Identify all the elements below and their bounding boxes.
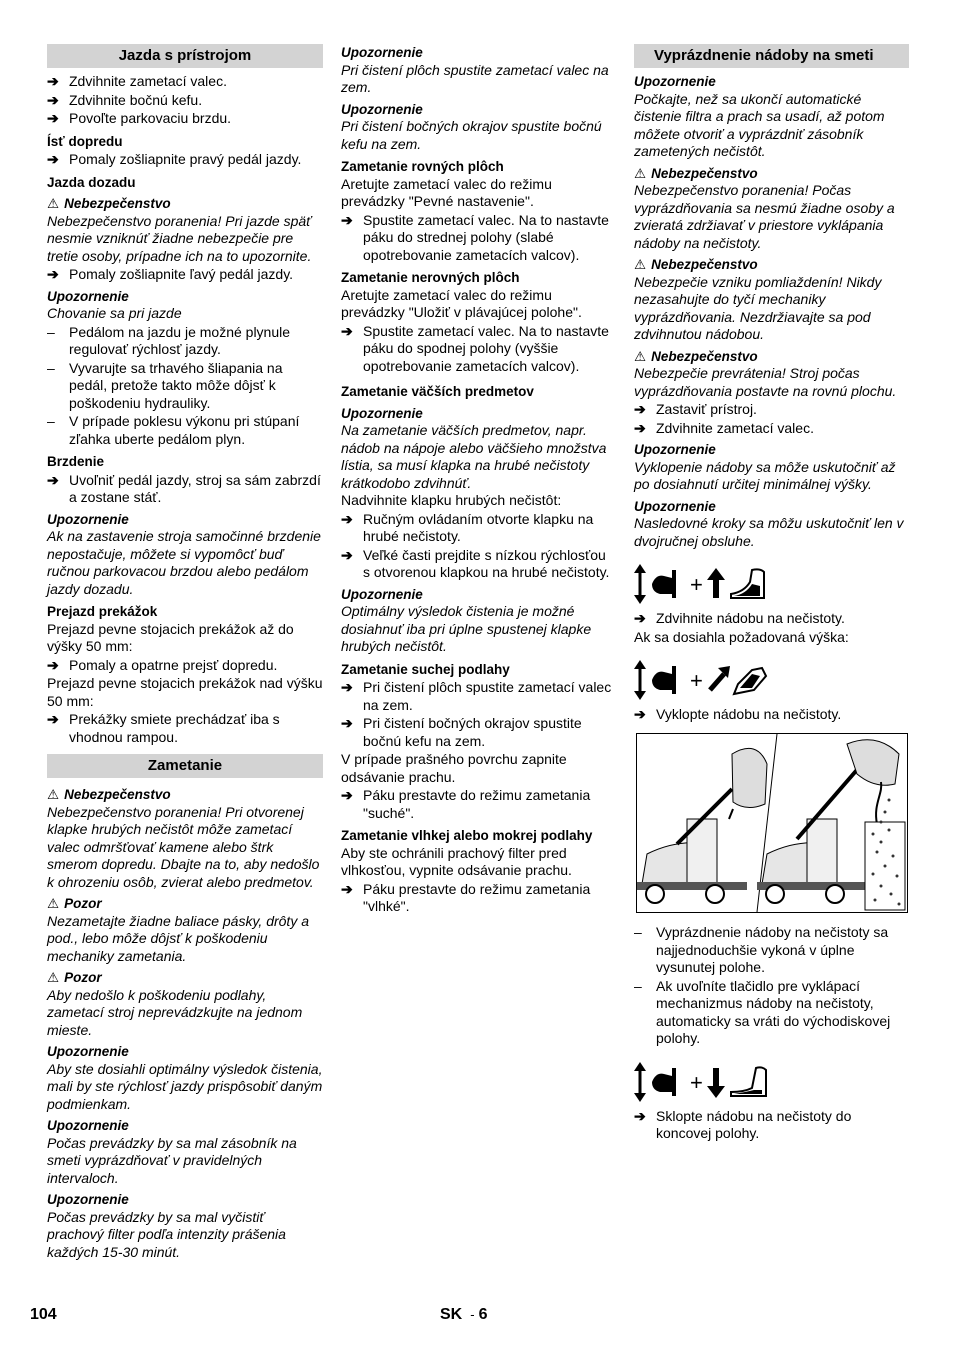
step-item: ➔ Zastaviť prístroj. bbox=[634, 401, 757, 417]
arrow-down-icon bbox=[707, 1068, 725, 1098]
dash-item: – Vyprázdnenie nádoby na nečistoty sa najjednoduchšie vykoná v úplne vysunutej polohe. bbox=[634, 924, 889, 975]
paragraph: Aretujte zametací valec do režimu prevádzky "Pevné nastavenie". bbox=[341, 175, 552, 209]
note-label: Upozornenie bbox=[341, 405, 423, 421]
arrow-icon: ➔ bbox=[341, 715, 353, 731]
step-item: ➔ Páku prestavte do režimu zametania "vlhké". bbox=[341, 880, 591, 914]
dash-item: – Ak uvoľníte tlačidlo pre vyklápací mechanizmus nádoby na nečistoty, automaticky sa vráti do východiskovej polohy. bbox=[634, 977, 891, 1046]
note-text: Počas prevádzky by sa mal vyčistiť prachový filter podľa intenzity prášenia každých 15-30 minút. bbox=[47, 1208, 286, 1260]
note-text: Vyklopenie nádoby sa môže uskutočniť až po dosiahnutí určitej minimálnej výšky. bbox=[634, 458, 896, 492]
danger-text: Nebezpečie vzniku pomliaždenín! Nikdy nezasahujte do tyčí mechaniky vyprázdňovania. Nezdržiavajte sa pod zdvihnutou nádobou. bbox=[634, 273, 882, 342]
arrow-icon: ➔ bbox=[634, 401, 646, 417]
updown-arrow-icon bbox=[634, 1062, 646, 1102]
warning-triangle-icon: ⚠ bbox=[634, 348, 647, 364]
arrow-icon: ➔ bbox=[341, 510, 353, 527]
step-item: ➔ Pri čistení plôch spustite zametací valec na zem. bbox=[341, 679, 612, 713]
warning-triangle-icon: ⚠ bbox=[47, 970, 60, 985]
note-label: Upozornenie bbox=[634, 74, 716, 89]
paragraph: Aretujte zametací valec do režimu prevádzky "Uložiť v plávajúcej polohe". bbox=[341, 286, 582, 320]
paragraph: Prejazd pevne stojacich prekážok nad výšku 50 mm: bbox=[47, 675, 323, 709]
svg-text:+: + bbox=[690, 1069, 703, 1095]
warning-triangle-icon: ⚠ bbox=[47, 196, 60, 211]
sweeper-right-illustration bbox=[757, 739, 905, 909]
step-item: ➔ Ručným ovládaním otvorte klapku na hrubé nečistoty. bbox=[341, 510, 594, 544]
step-item: ➔ Povoľte parkovaciu brzdu. bbox=[47, 110, 232, 126]
dash-bullet: – bbox=[634, 924, 642, 940]
step-item: ➔ Spustite zametací valec. Na to nastavte páku do spodnej polohy (vyššie opotrebovanie zametacích valcov). bbox=[341, 322, 609, 374]
hand-lever-icon bbox=[652, 570, 676, 598]
note-label: Upozornenie bbox=[47, 1118, 129, 1133]
note-label: Upozornenie bbox=[47, 288, 129, 304]
caution-label: ⚠ Pozor bbox=[47, 896, 102, 911]
pictogram-lower-container bbox=[634, 1062, 909, 1102]
svg-text:+: + bbox=[690, 668, 703, 693]
danger-text: Nebezpečenstvo poranenia! Pri otvorenej klapke hrubých nečistôt môže zametací valec odmršťovať kamene alebo štrk smerom dopredu. Dbajte na to, aby nedošlo k ohrozeniu osôb, zvierat alebo predmetov. bbox=[47, 803, 320, 890]
step-item: ➔ Zdvihnite zametací valec. bbox=[47, 73, 227, 89]
note-label: Upozornenie bbox=[341, 45, 423, 60]
danger-label: ⚠ Nebezpečenstvo bbox=[634, 348, 758, 364]
step-item: ➔ Prekážky smiete prechádzať iba s vhodnou rampou. bbox=[47, 711, 280, 745]
note-label: Upozornenie bbox=[47, 1044, 129, 1059]
note-text: Počas prevádzky by sa mal zásobník na smeti vyprázdňovať v pravidelných intervaloch. bbox=[47, 1134, 297, 1186]
arrow-icon: ➔ bbox=[341, 787, 353, 803]
step-item: ➔ Pomaly a opatrne prejsť dopredu. bbox=[47, 656, 278, 673]
lower-container-pictogram bbox=[634, 1062, 769, 1102]
note-text: Optimálny výsledok čistenia je možné dosiahnuť iba pri úplne spustenej klapke hrubých nečistôt. bbox=[341, 603, 592, 654]
subheading-braking: Brzdenie bbox=[47, 454, 105, 469]
arrow-icon: ➔ bbox=[341, 211, 353, 228]
separator: - bbox=[470, 1307, 475, 1322]
danger-text: Nebezpečenstvo poranenia! Pri jazde späť nesmie vzniknúť žiadne nebezpečie pre tretie osoby, prípadne ich na to upozornite. bbox=[47, 212, 312, 264]
arrow-icon: ➔ bbox=[634, 419, 646, 436]
step-item: ➔ Uvoľniť pedál jazdy, stroj sa sám zabrzdí a zostane stáť. bbox=[47, 471, 321, 505]
lift-container-pictogram bbox=[634, 564, 769, 604]
subheading-dry-floor: Zametanie suchej podlahy bbox=[341, 661, 510, 677]
arrow-icon: ➔ bbox=[634, 610, 646, 626]
danger-label: ⚠ Nebezpečenstvo bbox=[634, 165, 758, 181]
warning-triangle-icon: ⚠ bbox=[634, 165, 647, 181]
step-item: ➔ Zdvihnite bočnú kefu. bbox=[47, 91, 203, 108]
arrow-icon: ➔ bbox=[341, 322, 353, 339]
dash-item: – Pedálom na jazdu je možné plynule regulovať rýchlosť jazdy. bbox=[47, 323, 291, 357]
step-item: ➔ Veľké časti prejdite s nízkou rýchlosťou s otvorenou klapkou na hrubé nečistoty. bbox=[341, 546, 610, 580]
arrow-icon: ➔ bbox=[47, 711, 59, 727]
sweeper-left-illustration bbox=[637, 748, 767, 903]
step-item: ➔ Sklopte nádobu na nečistoty do koncovej polohy. bbox=[634, 1107, 852, 1141]
note-text: Pri čistení plôch spustite zametací valec na zem. bbox=[341, 61, 609, 95]
paragraph: Aby ste ochránili prachový filter pred vlhkosťou, vypnite odsávanie prachu. bbox=[341, 844, 572, 878]
note-text: Nasledovné kroky sa môžu uskutočniť len v dvojručnej obsluhe. bbox=[634, 515, 904, 549]
tip-container-pictogram bbox=[634, 660, 769, 700]
subheading-flat-surfaces: Zametanie rovných plôch bbox=[341, 159, 504, 174]
note-text: Pri čistení bočných okrajov spustite bočnú kefu na zem. bbox=[341, 118, 602, 152]
arrow-icon: ➔ bbox=[47, 73, 59, 89]
step-item: ➔ Pomaly zošliapnite ľavý pedál jazdy. bbox=[47, 266, 294, 282]
note-text: Aby ste dosiahli optimálny výsledok čistenia, mali by ste rýchlosť jazdy prispôsobiť daným podmienkam. bbox=[47, 1060, 323, 1112]
step-item: ➔ Páku prestavte do režimu zametania "suché". bbox=[341, 787, 591, 821]
danger-text: Nebezpečie prevrátenia! Stroj počas vyprázdňovania postavte na rovnú plochu. bbox=[634, 365, 897, 399]
note-text: Počkajte, než sa ukončí automatické čistenie filtra a prach sa usadí, až potom môžete otvoriť a vyprázdniť zásobník zametených nečistôt. bbox=[634, 90, 885, 159]
container-lowered-icon bbox=[731, 1067, 766, 1096]
language-page-label bbox=[440, 1306, 487, 1324]
step-item: ➔ Zdvihnite zametací valec. bbox=[634, 419, 814, 436]
section-header-sweeping: Zametanie bbox=[47, 754, 323, 778]
page-number: 104 bbox=[30, 1306, 57, 1323]
note-label: Upozornenie bbox=[47, 1192, 129, 1207]
dash-bullet: – bbox=[47, 359, 55, 376]
section-header-emptying: Vyprázdnenie nádoby na smeti bbox=[634, 44, 909, 68]
step-item: ➔ Pri čistení bočných okrajov spustite bočnú kefu na zem. bbox=[341, 715, 582, 749]
warning-triangle-icon: ⚠ bbox=[47, 896, 60, 911]
language-code: SK bbox=[440, 1306, 463, 1323]
dash-item: – Vyvarujte sa trhavého šliapania na pedál, pretože takto môže dôjsť k poškodeniu hydrauliky. bbox=[47, 359, 283, 411]
column-3 bbox=[634, 44, 909, 1144]
arrow-icon: ➔ bbox=[341, 880, 353, 897]
note-label: Upozornenie bbox=[47, 511, 129, 527]
dash-bullet: – bbox=[634, 977, 642, 994]
hand-lever-icon bbox=[652, 1068, 676, 1096]
dash-bullet: – bbox=[47, 413, 55, 429]
note-label: Upozornenie bbox=[341, 586, 423, 602]
warning-triangle-icon: ⚠ bbox=[47, 787, 60, 802]
note-text: Na zametanie väčších predmetov, napr. nádob na nápoje alebo väčšieho množstva lístia, sa musí klapka na hrubé nečistoty krátkodobo zdvihnúť. bbox=[341, 422, 607, 491]
arrow-icon: ➔ bbox=[47, 151, 59, 167]
arrow-icon: ➔ bbox=[47, 266, 59, 282]
note-label: Upozornenie bbox=[634, 498, 716, 514]
pictogram-tip-container bbox=[634, 660, 909, 700]
arrow-icon: ➔ bbox=[47, 471, 59, 488]
paragraph: Prejazd pevne stojacich prekážok až do výšky 50 mm: bbox=[47, 620, 294, 654]
pictogram-lift-container bbox=[634, 564, 909, 604]
emptying-illustration bbox=[636, 733, 908, 913]
caution-text: Nezametajte žiadne baliace pásky, drôty a pod., lebo môže dôjsť k poškodeniu mechaniky zametania. bbox=[47, 912, 309, 964]
paragraph: V prípade prašného povrchu zapnite odsávanie prachu. bbox=[341, 751, 567, 785]
danger-label: ⚠ Nebezpečenstvo bbox=[47, 787, 171, 802]
note-text: Ak na zastavenie stroja samočinné brzdenie nepostačuje, môžete si vypomôcť buď ručnou parkovacou brzdou alebo pedálom jazdy dozadu. bbox=[47, 528, 321, 597]
step-item: ➔ Pomaly zošliapnite pravý pedál jazdy. bbox=[47, 151, 302, 167]
arrow-icon: ➔ bbox=[47, 91, 59, 108]
step-item: ➔ Vyklopte nádobu na nečistoty. bbox=[634, 706, 842, 722]
updown-arrow-icon bbox=[634, 564, 646, 604]
arrow-icon: ➔ bbox=[47, 110, 59, 126]
paragraph: Nadvihnite klapku hrubých nečistôt: bbox=[341, 492, 562, 508]
section-page-number: 6 bbox=[478, 1306, 488, 1323]
column-2 bbox=[341, 44, 613, 917]
note-label: Upozornenie bbox=[634, 442, 716, 457]
danger-label: ⚠ Nebezpečenstvo bbox=[634, 257, 758, 272]
subheading-forward: Ísť dopredu bbox=[47, 133, 123, 149]
step-item: ➔ Zdvihnite nádobu na nečistoty. bbox=[634, 610, 845, 626]
arrow-icon: ➔ bbox=[47, 656, 59, 673]
tip-arrow-icon bbox=[710, 666, 730, 690]
arrow-icon: ➔ bbox=[634, 1107, 646, 1124]
caution-label: ⚠ Pozor bbox=[47, 970, 102, 985]
arrow-up-icon bbox=[707, 568, 725, 598]
container-raised-icon bbox=[731, 569, 764, 598]
arrow-icon: ➔ bbox=[634, 706, 646, 722]
caution-text: Aby nedošlo k poškodeniu podlahy, zametací stroj neprevádzkujte na jednom mieste. bbox=[47, 986, 303, 1038]
paragraph: Ak sa dosiahla požadovaná výška: bbox=[634, 628, 849, 645]
updown-arrow-icon bbox=[634, 660, 646, 700]
section-header-driving: Jazda s prístrojom bbox=[47, 44, 323, 68]
arrow-icon: ➔ bbox=[341, 546, 353, 563]
note-label: Upozornenie bbox=[341, 101, 423, 117]
subheading-reverse: Jazda dozadu bbox=[47, 174, 136, 190]
subheading-obstacles: Prejazd prekážok bbox=[47, 604, 158, 619]
arrow-icon: ➔ bbox=[341, 679, 353, 695]
dash-item: – V prípade poklesu výkonu pri stúpaní zľahka uberte pedálom plyn. bbox=[47, 413, 300, 447]
warning-triangle-icon: ⚠ bbox=[634, 257, 647, 272]
container-tipped-icon bbox=[734, 668, 766, 694]
note-text: Chovanie sa pri jazde bbox=[47, 305, 182, 321]
dash-bullet: – bbox=[47, 323, 55, 340]
subheading-large-objects: Zametanie väčších predmetov bbox=[341, 384, 534, 399]
svg-text:+: + bbox=[690, 572, 703, 597]
danger-label: ⚠ Nebezpečenstvo bbox=[47, 196, 171, 211]
hand-lever-icon bbox=[652, 666, 676, 694]
danger-text: Nebezpečenstvo poranenia! Počas vyprázdňovania sa nesmú žiadne osoby a zvieratá zdržiavať v priestore vyklápania nádoby na nečistoty. bbox=[634, 182, 895, 251]
step-item: ➔ Spustite zametací valec. Na to nastavte páku do strednej polohy (slabé opotrebovanie zametacích valcov). bbox=[341, 211, 609, 263]
subheading-wet-floor: Zametanie vlhkej alebo mokrej podlahy bbox=[341, 828, 593, 843]
column-1 bbox=[47, 44, 323, 1261]
subheading-uneven-surfaces: Zametanie nerovných plôch bbox=[341, 270, 520, 285]
